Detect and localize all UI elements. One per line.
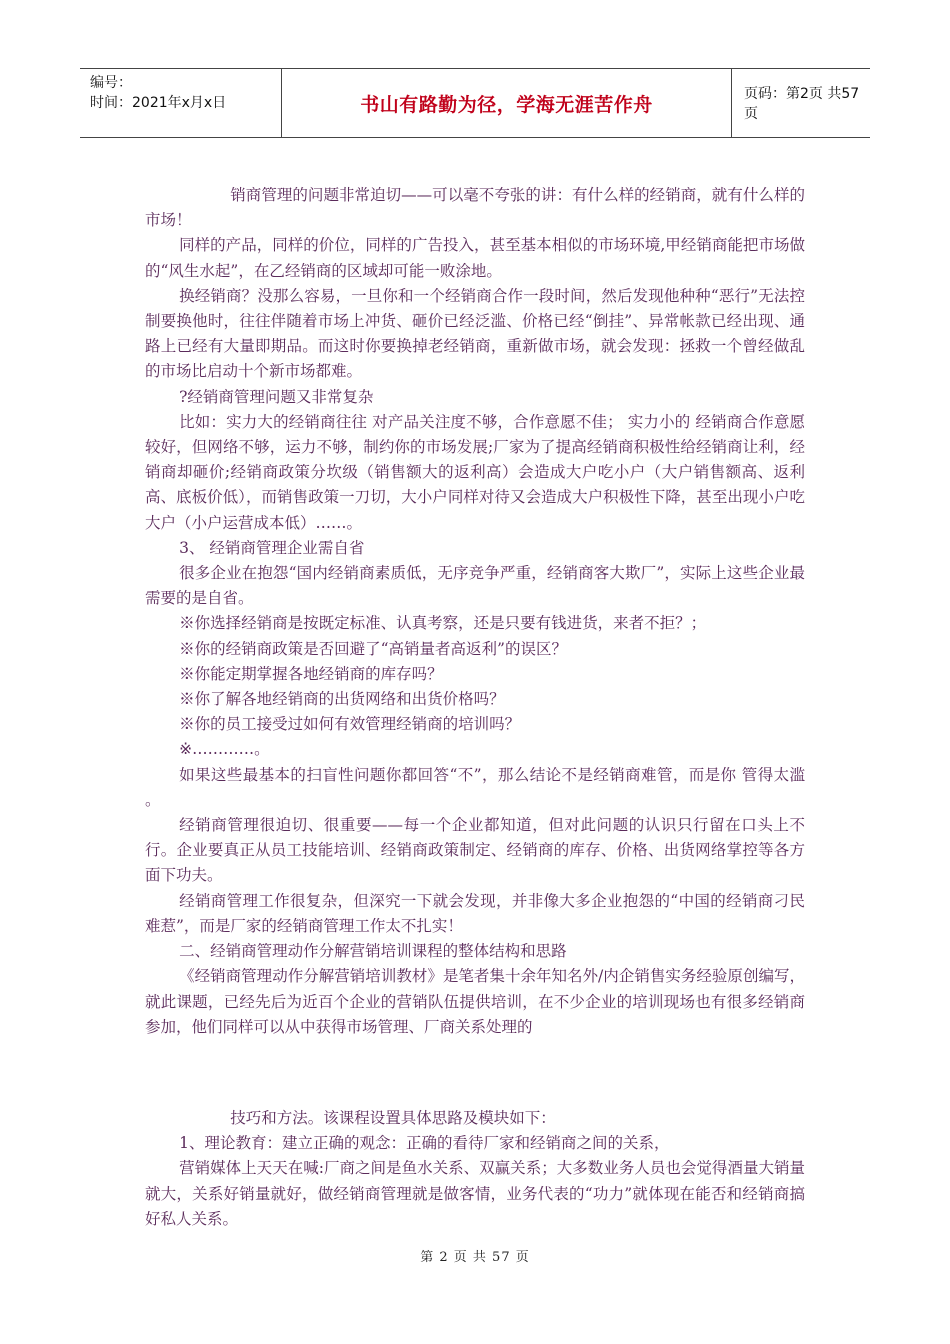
page-footer: 第 2 页 共 57 页 <box>420 1250 530 1265</box>
question-item: ※你的员工接受过如何有效管理经销商的培训吗？ <box>179 715 521 734</box>
subheading: 1、理论教育：建立正确的观念：正确的看待厂家和经销商之间的关系， <box>179 1134 670 1153</box>
paragraph: 如果这些最基本的扫盲性问题你都回答“不”，那么结论不是经销商难管，而是你 管得太滥 。 <box>145 765 805 809</box>
question-item: ※你选择经销商是按既定标准、认真考察，还是只要有钱进货，来者不拒？； <box>179 614 707 633</box>
paragraph: 技巧和方法。该课程设置具体思路及模块如下： <box>230 1109 556 1127</box>
header-meta <box>80 69 282 137</box>
paragraph: 换经销商？没那么容易，一旦你和一个经销商合作一段时间，然后发现他种种“恶行”无法控制要换他时，往往伴随着市场上冲货、砸价已经泛滥、价格已经“倒挂”、异常帐款已经出现、通路上已经有大量即期品。而这时你要换掉老经销商，重新做市场，就会发现：拯救一个曾经做乱的市场比启动十个新市场都难。 <box>145 286 805 381</box>
paragraph: 很多企业在抱怨“国内经销商素质低，无序竞争严重，经销商客大欺厂”，实际上这些企业最需要的是自省。 <box>145 564 805 608</box>
question-item: ※你的经销商政策是否回避了“高销量者高返利”的误区？ <box>179 639 567 658</box>
question-item: ※你了解各地经销商的出货网络和出货价格吗？ <box>179 690 505 709</box>
paragraph: 营销媒体上天天在喊:厂商之间是鱼水关系、双赢关系；大多数业务人员也会觉得酒量大销量就大，关系好销量就好，做经销商管理就是做客情，业务代表的“功力”就体现在能否和经销商搞好私人关系。 <box>145 1159 805 1228</box>
paragraph: 销商管理的问题非常迫切——可以毫不夸张的讲：有什么样的经销商，就有什么样的市场！ <box>145 186 805 230</box>
body-text-section-1 <box>145 183 805 1040</box>
paragraph: 经销商管理很迫切、很重要——每一个企业都知道，但对此问题的认识只行留在口头上不行。企业要真正从员工技能培训、经销商政策制定、经销商的库存、价格、出货网络掌控等各方面下功夫。 <box>145 816 805 885</box>
paragraph: 经销商管理工作很复杂，但深究一下就会发现，并非像大多企业抱怨的“中国的经销商刁民难惹”，而是厂家的经销商管理工作太不扎实！ <box>145 891 805 935</box>
question-item: ※你能定期掌握各地经销商的库存吗？ <box>179 664 443 683</box>
question-item: ※…………。 <box>179 740 270 759</box>
document-header <box>80 68 870 138</box>
paragraph: 《经销商管理动作分解营销培训教材》是笔者集十余年知名外/内企销售实务经验原创编写，就此课题，已经先后为近百个企业的营销队伍提供培训，在不少企业的培训现场也有很多经销商参加，他们同样可以从中获得市场管理、厂商关系处理的 <box>145 967 805 1036</box>
section-heading: 二、经销商管理动作分解营销培训课程的整体结构和思路 <box>179 942 567 961</box>
paragraph: 比如：实力大的经销商往往 对产品关注度不够，合作意愿不佳； 实力小的 经销商合作意愿较好，但网络不够，运力不够，制约你的市场发展;厂家为了提高经销商积极性给经销商让利，经销商却砸价;经销商政策分坎级（销售额大的返利高）会造成大户吃小户（大户销售额高、返利高、底板价低），而销售政策一刀切，大小户同样对待又会造成大户积极性下降，甚至出现小户吃大户（小户运营成本低）……。 <box>145 412 805 532</box>
body-text-section-2 <box>145 1106 805 1232</box>
subheading: 3、 经销商管理企业需自省 <box>179 538 365 557</box>
header-page-info: 页码：第2页 共57页 <box>744 86 860 122</box>
serial-number-label: 编号： <box>90 75 132 91</box>
date-line: 时间：2021年x月x日 <box>90 95 227 111</box>
subheading: ?经销商管理问题又非常复杂 <box>179 387 374 406</box>
paragraph: 同样的产品，同样的价位，同样的广告投入，甚至基本相似的市场环境,甲经销商能把市场做的“风生水起”，在乙经销商的区域却可能一败涂地。 <box>145 236 805 280</box>
header-motto: 书山有路勤为径，学海无涯苦作舟 <box>282 69 732 137</box>
